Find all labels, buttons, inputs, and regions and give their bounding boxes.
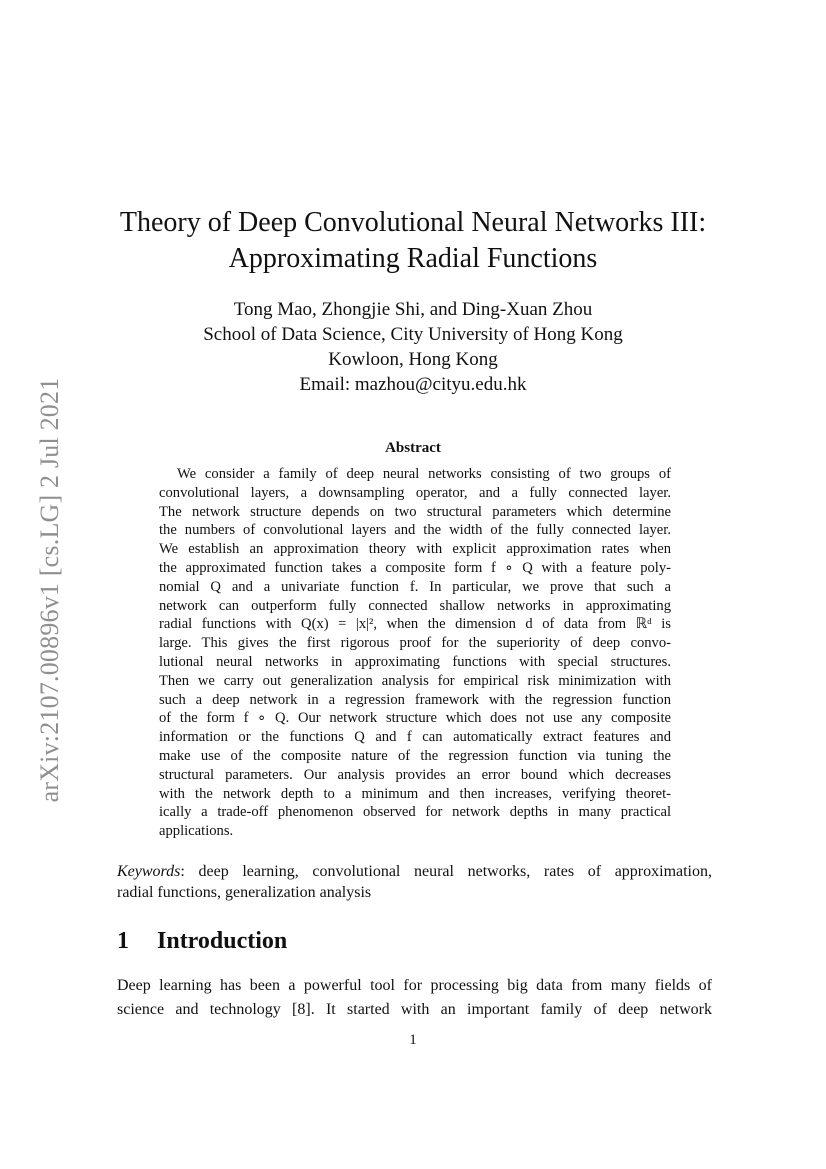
author-email: Email: mazhou@cityu.edu.hk: [299, 374, 527, 395]
abstract-line: The network structure depends on two structural parameters which determine: [159, 503, 671, 520]
abstract-line: Then we carry out generalization analysis for empirical risk minimization with: [159, 672, 671, 689]
section-number: 1: [117, 928, 129, 954]
keywords-label: Keywords: [117, 863, 181, 880]
keywords-line-1: [117, 861, 712, 882]
page-number: 1: [409, 1032, 417, 1048]
abstract-line: with the network depth to a minimum and then increases, verifying theoret-: [159, 785, 671, 802]
author-affiliation: School of Data Science, City University of Hong Kong: [203, 324, 623, 345]
intro-paragraph: [117, 974, 712, 1022]
keywords-block: [117, 861, 712, 903]
abstract-line: We establish an approximation theory with explicit approximation rates when: [159, 541, 671, 558]
section-title: Introduction: [157, 928, 288, 954]
abstract-heading: Abstract: [385, 440, 441, 456]
abstract-line: nomial Q and a univariate function f. In particular, we prove that such a: [159, 578, 671, 595]
abstract-line: of the form f ∘ Q. Our network structure which does not use any composite: [159, 710, 671, 727]
keywords-text-1: : deep learning, convolutional neural networks, rates of approximation,: [180, 863, 712, 880]
paper-title: [80, 205, 746, 277]
author-location: Kowloon, Hong Kong: [328, 349, 498, 370]
abstract-line: structural parameters. Our analysis provides an error bound which decreases: [159, 766, 671, 783]
author-names: Tong Mao, Zhongjie Shi, and Ding-Xuan Zhou: [233, 299, 593, 320]
title-line-2: Approximating Radial Functions: [228, 243, 598, 274]
abstract-line: network can outperform fully connected shallow networks in approximating: [159, 597, 671, 614]
section-heading: [117, 928, 287, 955]
abstract-line: convolutional layers, a downsampling operator, and a fully connected layer.: [159, 484, 671, 501]
keywords-text-2: radial functions, generalization analysis: [117, 884, 372, 901]
intro-line: Deep learning has been a powerful tool for processing big data from many fields of: [117, 977, 712, 994]
abstract-line: the numbers of convolutional layers and the width of the fully connected layer.: [159, 522, 671, 539]
abstract-line: We consider a family of deep neural networks consisting of two groups of: [177, 466, 671, 482]
abstract-line: information or the functions Q and f can automatically extract features and: [159, 729, 671, 746]
title-line-1: Theory of Deep Convolutional Neural Networks III:: [119, 207, 707, 238]
abstract-body: [159, 465, 671, 841]
abstract-line: radial functions with Q(x) = |x|², when the dimension d of data from ℝᵈ is: [159, 616, 671, 633]
abstract-line: such a deep network in a regression framework with the regression function: [159, 691, 671, 708]
abstract-line: lutional neural networks in approximating functions with special structures.: [159, 653, 671, 670]
arxiv-stamp: arXiv:2107.00896v1 [cs.LG] 2 Jul 2021: [35, 377, 64, 803]
abstract-line: applications.: [159, 823, 234, 840]
abstract-line: the approximated function takes a composite form f ∘ Q with a feature poly-: [159, 559, 671, 576]
abstract-line: make use of the composite nature of the regression function via tuning the: [159, 747, 671, 764]
author-block: [80, 297, 746, 397]
intro-line: science and technology [8]. It started with an important family of deep network: [117, 1001, 712, 1018]
abstract-line: ically a trade-off phenomenon observed for network depths in many practical: [159, 804, 671, 821]
abstract-line: large. This gives the first rigorous proof for the superiority of deep convo-: [159, 635, 671, 652]
